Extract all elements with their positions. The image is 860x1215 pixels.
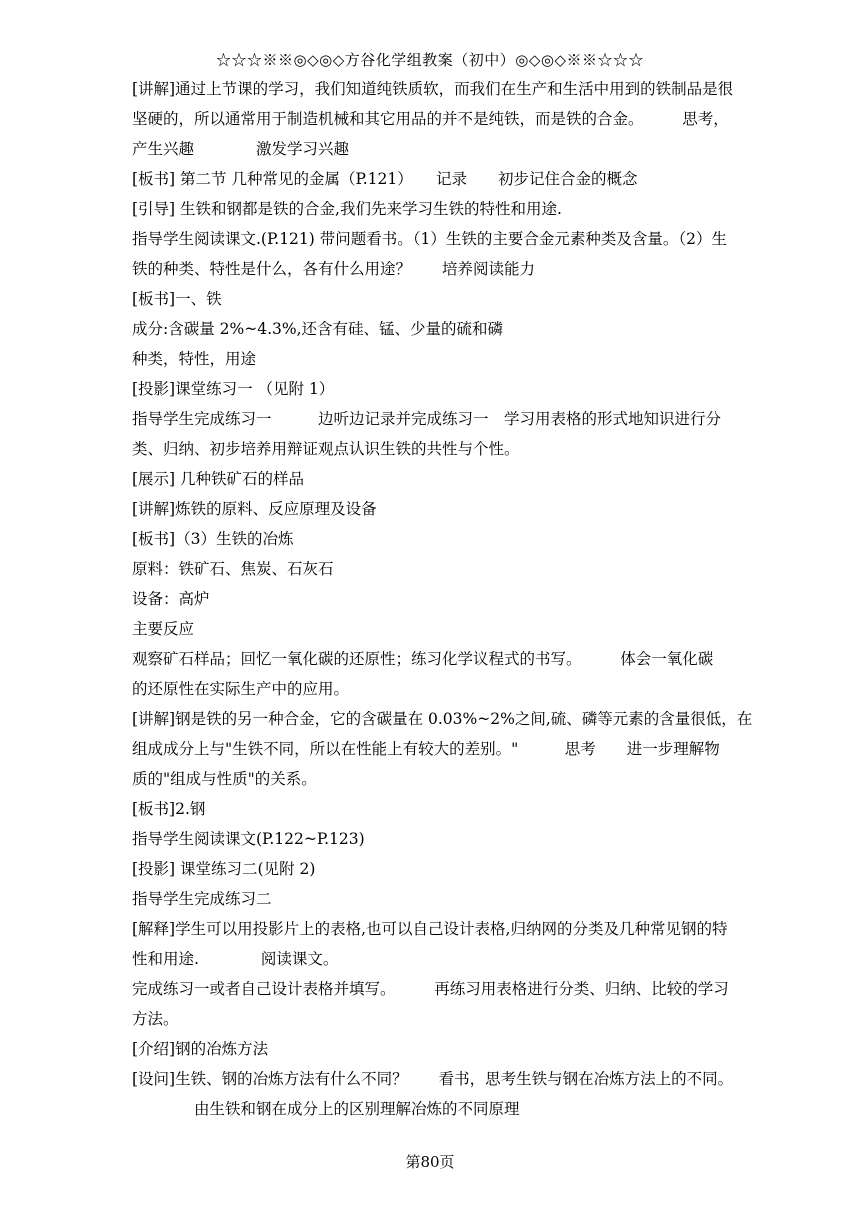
text-line: 指导学生完成练习二 <box>132 890 272 908</box>
text-line: [板书]一、铁 <box>132 290 222 308</box>
text-line: [解释]学生可以用投影片上的表格,也可以自己设计表格,归纳网的分类及几种常见钢的特 <box>132 920 728 938</box>
page-header: ☆☆☆※※◎◇◎◇方谷化学组教案（初中）◎◇◎◇※※☆☆☆ <box>216 51 644 69</box>
text-line: 方法。 <box>132 1010 179 1028</box>
text-line: 类、归纳、初步培养用辩证观点认识生铁的共性与个性。 <box>132 440 520 458</box>
text-line: 设备：高炉 <box>132 590 210 608</box>
text-line: [讲解]炼铁的原料、反应原理及设备 <box>132 500 377 518</box>
text-line: 观察矿石样品；回忆一氧化碳的还原性；练习化学议程式的书写。 体会一氧化碳 <box>132 650 714 668</box>
text-line: 主要反应 <box>132 620 195 638</box>
text-line: [板书] 第二节 几种常见的金属（P.121） 记录 初步记住合金的概念 <box>132 170 638 188</box>
text-line: 完成练习一或者自己设计表格并填写。 再练习用表格进行分类、归纳、比较的学习 <box>132 980 729 998</box>
text-line: 指导学生阅读课文.(P.121) 带问题看书。（1）生铁的主要合金元素种类及含量。（2）生 <box>132 230 727 248</box>
page-number: 第80页 <box>405 1153 455 1171</box>
text-line: 产生兴趣 激发学习兴趣 <box>132 140 350 158</box>
text-line: 由生铁和钢在成分上的区别理解冶炼的不同原理 <box>132 1100 520 1118</box>
text-line: [设问]生铁、钢的冶炼方法有什么不同？ 看书，思考生铁与钢在冶炼方法上的不同。 <box>132 1070 734 1088</box>
text-line: [介绍]钢的冶炼方法 <box>132 1040 269 1058</box>
text-line: 原料：铁矿石、焦炭、石灰石 <box>132 560 334 578</box>
text-line: 组成成分上与"生铁不同，所以在性能上有较大的差别。" 思考 进一步理解物 <box>132 740 720 758</box>
text-line: 质的"组成与性质"的关系。 <box>132 770 317 788</box>
text-line: [讲解]通过上节课的学习，我们知道纯铁质软，而我们在生产和生活中用到的铁制品是很 <box>132 80 734 98</box>
text-line: 指导学生阅读课文(P.122~P.123) <box>132 830 365 848</box>
text-line: 种类，特性，用途 <box>132 350 257 368</box>
text-line: [投影]课堂练习一 （见附 1） <box>132 380 335 398</box>
text-line: 坚硬的，所以通常用于制造机械和其它用品的并不是纯铁，而是铁的合金。 思考， <box>132 110 729 128</box>
text-line: [板书]（3）生铁的冶炼 <box>132 530 294 548</box>
text-line: 性和用途. 阅读课文。 <box>132 950 339 968</box>
text-line: [引导] 生铁和钢都是铁的合金,我们先来学习生铁的特性和用途. <box>132 200 562 218</box>
text-line: [讲解]钢是铁的另一种合金，它的含碳量在 0.03%~2%之间,硫、磷等元素的含量很低，在 <box>132 710 753 728</box>
text-line: 成分:含碳量 2%~4.3%,还含有硅、锰、少量的硫和磷 <box>132 320 504 338</box>
text-line: 的还原性在实际生产中的应用。 <box>132 680 350 698</box>
text-line: [投影] 课堂练习二(见附 2) <box>132 860 316 878</box>
text-line: [板书]2.钢 <box>132 800 206 818</box>
lesson-plan-body <box>132 74 808 1124</box>
text-line: 指导学生完成练习一 边听边记录并完成练习一 学习用表格的形式地知识进行分 <box>132 410 722 428</box>
text-line: [展示] 几种铁矿石的样品 <box>132 470 305 488</box>
text-line: 铁的种类、特性是什么，各有什么用途？ 培养阅读能力 <box>132 260 536 278</box>
